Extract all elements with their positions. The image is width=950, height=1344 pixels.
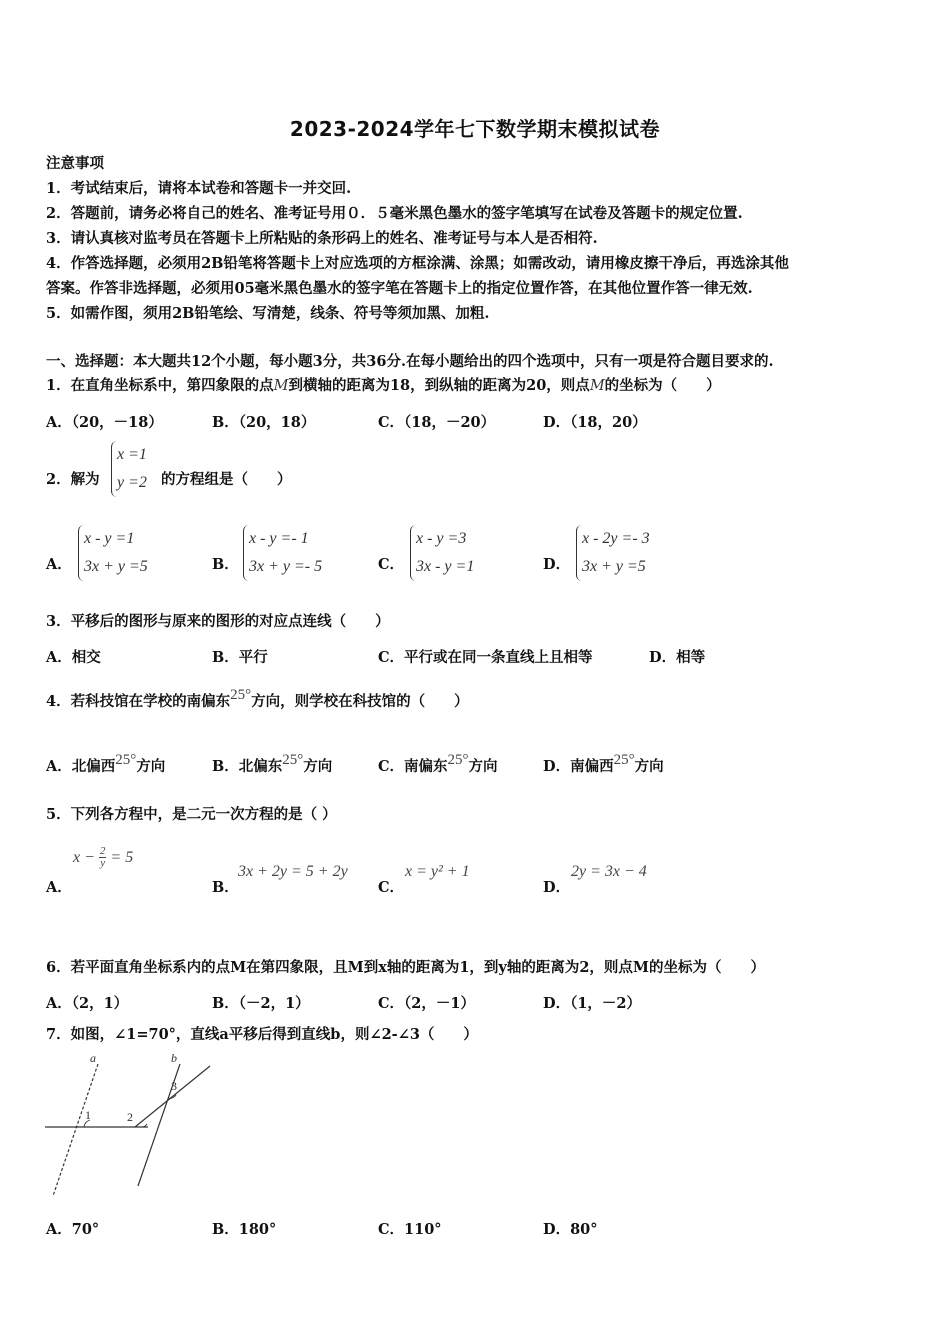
question-7-stem: 7．如图，∠1=70°，直线a平移后得到直线b，则∠2-∠3（ ） xyxy=(46,1026,478,1043)
notice-item-3: 3．请认真核对监考员在答题卡上所粘贴的条形码上的姓名、准考证号与本人是否相符. xyxy=(46,230,598,247)
notice-item-4-cont: 答案。作答非选择题，必须用05毫米黑色墨水的签字笔在答题卡上的指定位置作答，在其他位置作答一律无效. xyxy=(46,280,753,297)
exam-title: 2023-2024学年七下数学期末模拟试卷 xyxy=(289,117,661,141)
q6-option-d[interactable]: D．（1，－2） xyxy=(543,995,642,1012)
q4-a-deg: 25° xyxy=(115,752,137,768)
q7-label-2: 2 xyxy=(127,1110,133,1124)
q5-option-c-label[interactable]: C． xyxy=(378,879,405,896)
q2-option-c-system[interactable] xyxy=(410,525,474,581)
q2-option-c-label[interactable]: C． xyxy=(378,556,405,573)
question-3-stem: 3．平移后的图形与原来的图形的对应点连线（ ） xyxy=(46,613,390,630)
q2-d-line-1: x - 2y =- 3 xyxy=(582,530,650,547)
q4-a-label: A．北偏西 xyxy=(46,758,116,775)
section-heading: 一、选择题：本大题共12个小题，每小题3分，共36分.在每小题给出的四个选项中，只有一项是符合题目要求的. xyxy=(46,353,774,370)
q2-sys-line-2: y =2 xyxy=(117,474,147,491)
q2-option-b-label[interactable]: B． xyxy=(212,556,239,573)
question-6-stem: 6．若平面直角坐标系内的点M在第四象限，且M到x轴的距离为1，到y轴的距离为2，则点M的坐标为（ ） xyxy=(46,959,765,976)
q1-option-c[interactable]: C．（18，－20） xyxy=(378,414,496,431)
q7-figure xyxy=(40,1050,220,1205)
q5-option-b-equation[interactable]: 3x + 2y = 5 + 2y xyxy=(238,863,348,880)
q3-option-a[interactable]: A．相交 xyxy=(46,649,101,666)
q4-post: 方向，则学校在科技馆的（ ） xyxy=(251,693,469,710)
q3-option-b[interactable]: B．平行 xyxy=(212,649,268,666)
q1-post: 的坐标为（ ） xyxy=(604,377,721,394)
q2-pre: 2．解为 xyxy=(46,471,100,488)
q2-a-line-2: 3x + y =5 xyxy=(84,558,148,575)
notice-item-2: 2．答题前，请务必将自己的姓名、准考证号用０．５毫米黑色墨水的签字笔填写在试卷及答题卡的规定位置. xyxy=(46,205,743,222)
q7-option-a[interactable]: A．70° xyxy=(46,1221,100,1238)
q2-option-d-label[interactable]: D． xyxy=(543,556,571,573)
q2-c-line-2: 3x - y =1 xyxy=(416,558,475,575)
q5-option-b-label[interactable]: B． xyxy=(212,879,239,896)
q1-mid: 到横轴的距离为18，到纵轴的距离为20，则点 xyxy=(288,377,590,394)
q6-option-b[interactable]: B．（－2，1） xyxy=(212,995,310,1012)
q7-label-a: a xyxy=(90,1051,96,1065)
notice-heading: 注意事项 xyxy=(46,155,104,172)
q2-d-line-2: 3x + y =5 xyxy=(582,558,646,575)
q7-option-c[interactable]: C．110° xyxy=(378,1221,442,1238)
q7-label-3: 3 xyxy=(171,1079,177,1093)
q4-d-tail: 方向 xyxy=(634,758,664,775)
q1-option-d[interactable]: D．（18，20） xyxy=(543,414,647,431)
q1-pre: 1．在直角坐标系中，第四象限的点 xyxy=(46,377,274,394)
notice-item-5: 5．如需作图，须用2B铅笔绘、写清楚，线条、符号等须加黑、加粗. xyxy=(46,305,490,322)
q2-c-line-1: x - y =3 xyxy=(416,530,467,547)
q2-option-a-system[interactable] xyxy=(78,525,148,581)
q4-a-tail: 方向 xyxy=(136,758,166,775)
q6-option-a[interactable]: A．（2，1） xyxy=(46,995,129,1012)
q2-option-b-system[interactable] xyxy=(243,525,322,581)
q2-option-d-system[interactable] xyxy=(576,525,650,581)
question-1-stem xyxy=(46,376,721,396)
question-4-stem xyxy=(46,687,469,712)
notice-item-4: 4．作答选择题，必须用2B铅笔将答题卡上对应选项的方框涂满、涂黑；如需改动，请用橡皮擦干净后，再选涂其他 xyxy=(46,255,789,272)
q7-label-b: b xyxy=(171,1051,177,1065)
q2-solution-system xyxy=(111,441,147,497)
q7-crossing-line xyxy=(135,1066,210,1127)
q5-a-left: x − xyxy=(73,848,95,866)
q4-pre: 4．若科技馆在学校的南偏东 xyxy=(46,693,231,710)
q4-c-tail: 方向 xyxy=(468,758,498,775)
q4-option-a[interactable] xyxy=(46,752,166,776)
q2-a-line-1: x - y =1 xyxy=(84,530,135,547)
q1-option-a[interactable]: A．（20，－18） xyxy=(46,414,163,431)
q4-b-tail: 方向 xyxy=(303,758,333,775)
q4-c-label: C．南偏东 xyxy=(378,758,448,775)
q2-sys-line-1: x =1 xyxy=(117,446,147,463)
q3-option-c[interactable]: C．平行或在同一条直线上且相等 xyxy=(378,649,593,666)
q4-option-c[interactable] xyxy=(378,752,498,776)
q5-option-d-label[interactable]: D． xyxy=(543,879,571,896)
q1-m2: M xyxy=(589,378,605,394)
q7-line-a xyxy=(53,1064,98,1196)
q7-option-b[interactable]: B．180° xyxy=(212,1221,277,1238)
q5-option-d-equation[interactable]: 2y = 3x − 4 xyxy=(571,863,647,880)
q5-option-a-label[interactable]: A． xyxy=(46,879,72,896)
q2-b-line-2: 3x + y =- 5 xyxy=(249,558,323,575)
q1-m1: M xyxy=(273,378,289,394)
q4-option-d[interactable] xyxy=(543,752,664,776)
q2-option-a-label[interactable]: A． xyxy=(46,556,72,573)
q2-post: 的方程组是（ ） xyxy=(161,471,292,488)
q5-a-fraction xyxy=(99,846,107,869)
question-5-stem: 5．下列各方程中，是二元一次方程的是（ ） xyxy=(46,806,337,823)
q4-option-b[interactable] xyxy=(212,752,333,776)
q4-b-deg: 25° xyxy=(282,752,304,768)
q5-a-den: y xyxy=(100,857,106,869)
notice-item-1: 1．考试结束后，请将本试卷和答题卡一并交回. xyxy=(46,180,352,197)
q4-d-label: D．南偏西 xyxy=(543,758,614,775)
q5-a-right: = 5 xyxy=(110,848,134,866)
q7-label-1: 1 xyxy=(85,1108,91,1122)
q4-b-label: B．北偏东 xyxy=(212,758,283,775)
q4-deg: 25° xyxy=(230,687,252,703)
q6-option-c[interactable]: C．（2，－1） xyxy=(378,995,475,1012)
q4-c-deg: 25° xyxy=(447,752,469,768)
q5-option-c-equation[interactable]: x = y² + 1 xyxy=(405,863,470,880)
q1-option-b[interactable]: B．（20，18） xyxy=(212,414,316,431)
q5-option-a-equation[interactable] xyxy=(73,846,133,869)
q2-b-line-1: x - y =- 1 xyxy=(249,530,309,547)
q5-a-num: 2 xyxy=(99,845,106,857)
q3-option-d[interactable]: D．相等 xyxy=(649,649,706,666)
q7-option-d[interactable]: D．80° xyxy=(543,1221,598,1238)
q4-d-deg: 25° xyxy=(613,752,635,768)
